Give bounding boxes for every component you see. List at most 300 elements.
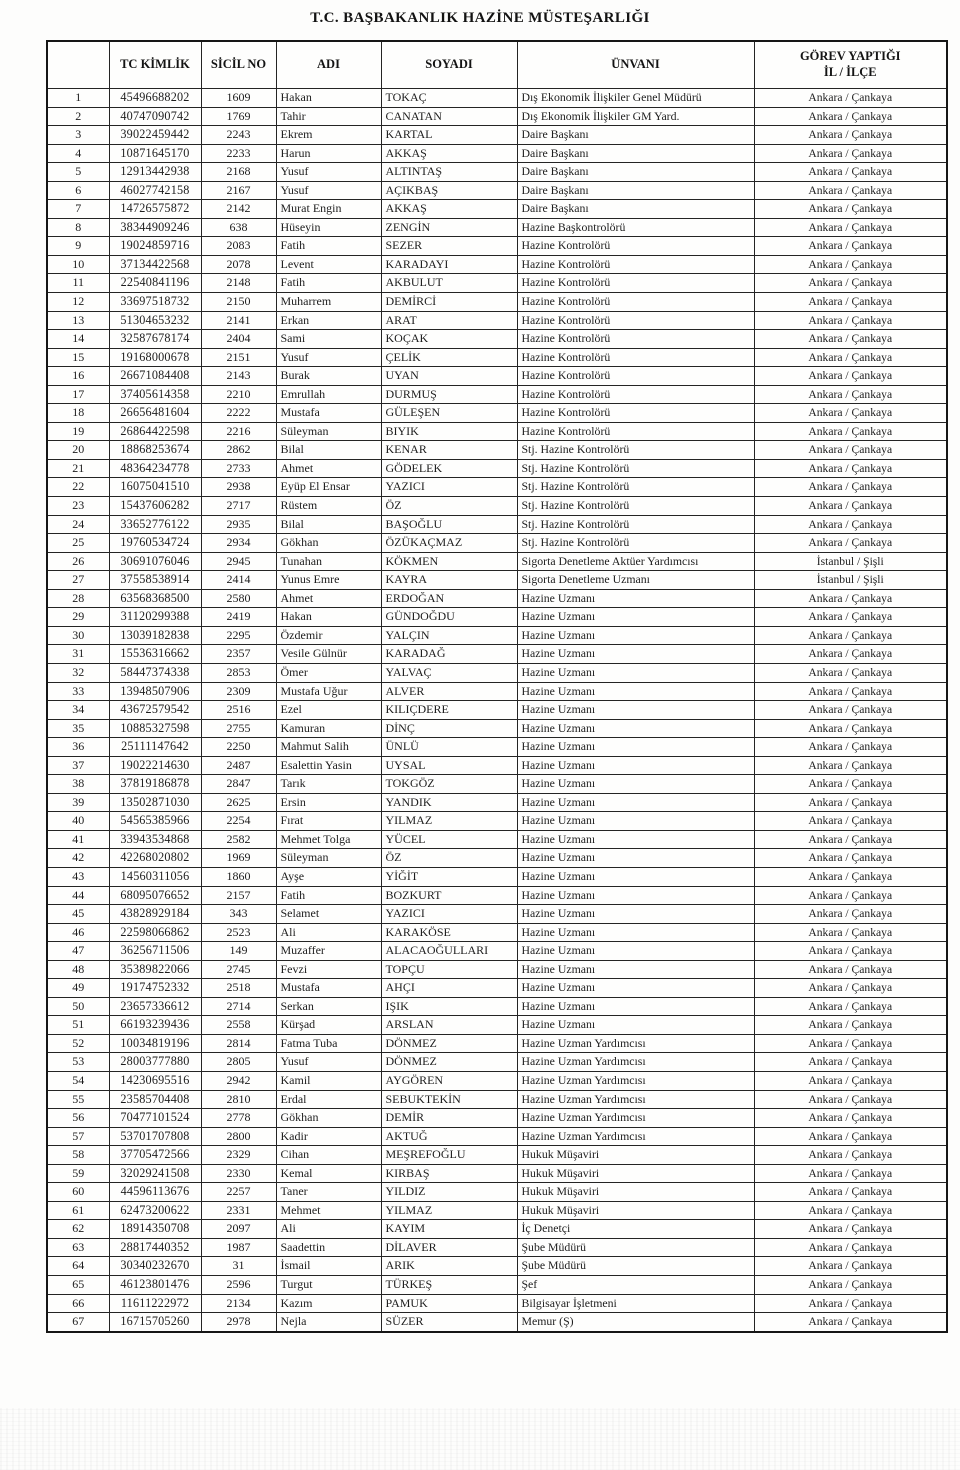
cell-tc-kimlik: 36256711506: [109, 942, 201, 961]
cell-tc-kimlik: 42268020802: [109, 849, 201, 868]
cell-rownum: 1: [47, 89, 109, 108]
cell-gorev-il-ilce: Ankara / Çankaya: [754, 163, 947, 182]
table-row: [47, 663, 947, 682]
cell-gorev-il-ilce: Ankara / Çankaya: [754, 738, 947, 757]
cell-tc-kimlik: 37405614358: [109, 385, 201, 404]
cell-soyadi: UYAN: [381, 367, 517, 386]
cell-unvani: Hazine Kontrolörü: [517, 274, 754, 293]
cell-adi: Kamuran: [276, 719, 381, 738]
cell-adi: Fırat: [276, 812, 381, 831]
cell-unvani: Hazine Uzmanı: [517, 960, 754, 979]
cell-gorev-il-ilce: Ankara / Çankaya: [754, 1257, 947, 1276]
cell-soyadi: BIYIK: [381, 422, 517, 441]
table-row: [47, 367, 947, 386]
cell-tc-kimlik: 31120299388: [109, 608, 201, 627]
cell-tc-kimlik: 53701707808: [109, 1127, 201, 1146]
cell-rownum: 44: [47, 886, 109, 905]
cell-soyadi: YAZICI: [381, 478, 517, 497]
cell-tc-kimlik: 33943534868: [109, 830, 201, 849]
cell-sicil-no: 1860: [201, 867, 276, 886]
cell-gorev-il-ilce: Ankara / Çankaya: [754, 1127, 947, 1146]
cell-unvani: Hazine Uzmanı: [517, 775, 754, 794]
cell-adi: Fatih: [276, 274, 381, 293]
cell-gorev-il-ilce: Ankara / Çankaya: [754, 626, 947, 645]
cell-sicil-no: 2853: [201, 663, 276, 682]
cell-gorev-il-ilce: Ankara / Çankaya: [754, 830, 947, 849]
cell-sicil-no: 638: [201, 218, 276, 237]
table-row: [47, 89, 947, 108]
cell-sicil-no: 2404: [201, 330, 276, 349]
cell-gorev-il-ilce: Ankara / Çankaya: [754, 293, 947, 312]
cell-sicil-no: 2331: [201, 1201, 276, 1220]
cell-sicil-no: 2148: [201, 274, 276, 293]
cell-unvani: Hazine Kontrolörü: [517, 404, 754, 423]
cell-gorev-il-ilce: Ankara / Çankaya: [754, 330, 947, 349]
header-gorev-il-ilce: [754, 41, 947, 89]
table-header-row: [47, 41, 947, 89]
cell-gorev-il-ilce: Ankara / Çankaya: [754, 645, 947, 664]
cell-rownum: 9: [47, 237, 109, 256]
table-row: [47, 571, 947, 590]
cell-soyadi: DÖNMEZ: [381, 1034, 517, 1053]
cell-tc-kimlik: 35389822066: [109, 960, 201, 979]
cell-unvani: Dış Ekonomik İlişkiler Genel Müdürü: [517, 89, 754, 108]
cell-soyadi: YILMAZ: [381, 1201, 517, 1220]
cell-soyadi: ARIK: [381, 1257, 517, 1276]
cell-soyadi: ERDOĞAN: [381, 589, 517, 608]
cell-sicil-no: 2141: [201, 311, 276, 330]
cell-gorev-il-ilce: Ankara / Çankaya: [754, 237, 947, 256]
cell-rownum: 16: [47, 367, 109, 386]
cell-gorev-il-ilce: Ankara / Çankaya: [754, 1313, 947, 1332]
table-row: [47, 942, 947, 961]
cell-unvani: Hazine Uzmanı: [517, 626, 754, 645]
table-row: [47, 1164, 947, 1183]
cell-rownum: 21: [47, 459, 109, 478]
cell-gorev-il-ilce: Ankara / Çankaya: [754, 1238, 947, 1257]
cell-adi: Gökhan: [276, 1109, 381, 1128]
cell-soyadi: DİLAVER: [381, 1238, 517, 1257]
cell-adi: Vesile Gülnür: [276, 645, 381, 664]
cell-gorev-il-ilce: Ankara / Çankaya: [754, 1053, 947, 1072]
cell-rownum: 37: [47, 756, 109, 775]
cell-tc-kimlik: 13502871030: [109, 793, 201, 812]
cell-sicil-no: 2805: [201, 1053, 276, 1072]
cell-unvani: Hazine Uzmanı: [517, 886, 754, 905]
cell-tc-kimlik: 16715705260: [109, 1313, 201, 1332]
cell-unvani: Hazine Uzmanı: [517, 849, 754, 868]
cell-sicil-no: 2078: [201, 255, 276, 274]
cell-soyadi: AYGÖREN: [381, 1071, 517, 1090]
cell-unvani: Hazine Uzman Yardımcısı: [517, 1090, 754, 1109]
cell-unvani: Hazine Uzmanı: [517, 738, 754, 757]
cell-gorev-il-ilce: Ankara / Çankaya: [754, 923, 947, 942]
cell-gorev-il-ilce: Ankara / Çankaya: [754, 1109, 947, 1128]
cell-rownum: 31: [47, 645, 109, 664]
cell-unvani: Stj. Hazine Kontrolörü: [517, 478, 754, 497]
cell-unvani: Stj. Hazine Kontrolörü: [517, 497, 754, 516]
cell-gorev-il-ilce: Ankara / Çankaya: [754, 1294, 947, 1313]
cell-soyadi: SEBUKTEKİN: [381, 1090, 517, 1109]
cell-unvani: Dış Ekonomik İlişkiler GM Yard.: [517, 107, 754, 126]
cell-unvani: Hazine Uzmanı: [517, 830, 754, 849]
cell-soyadi: CANATAN: [381, 107, 517, 126]
cell-rownum: 12: [47, 293, 109, 312]
cell-rownum: 48: [47, 960, 109, 979]
cell-tc-kimlik: 46027742158: [109, 181, 201, 200]
cell-unvani: Şube Müdürü: [517, 1257, 754, 1276]
table-row: [47, 867, 947, 886]
cell-gorev-il-ilce: Ankara / Çankaya: [754, 367, 947, 386]
cell-tc-kimlik: 33652776122: [109, 515, 201, 534]
cell-soyadi: ALTINTAŞ: [381, 163, 517, 182]
cell-adi: Serkan: [276, 997, 381, 1016]
cell-unvani: Hazine Uzmanı: [517, 793, 754, 812]
cell-tc-kimlik: 14230695516: [109, 1071, 201, 1090]
cell-soyadi: ÖZ: [381, 497, 517, 516]
cell-rownum: 11: [47, 274, 109, 293]
cell-soyadi: MEŞREFOĞLU: [381, 1146, 517, 1165]
cell-tc-kimlik: 23657336612: [109, 997, 201, 1016]
cell-soyadi: YÜCEL: [381, 830, 517, 849]
cell-tc-kimlik: 25111147642: [109, 738, 201, 757]
cell-unvani: Hazine Uzmanı: [517, 645, 754, 664]
cell-sicil-no: 2210: [201, 385, 276, 404]
cell-soyadi: AHÇI: [381, 979, 517, 998]
cell-adi: Emrullah: [276, 385, 381, 404]
table-row: [47, 1201, 947, 1220]
cell-soyadi: GÖDELEK: [381, 459, 517, 478]
table-row: [47, 719, 947, 738]
cell-sicil-no: 2814: [201, 1034, 276, 1053]
cell-rownum: 15: [47, 348, 109, 367]
cell-sicil-no: 2717: [201, 497, 276, 516]
cell-sicil-no: 31: [201, 1257, 276, 1276]
table-row: [47, 107, 947, 126]
cell-sicil-no: 2357: [201, 645, 276, 664]
cell-unvani: Daire Başkanı: [517, 200, 754, 219]
cell-adi: Ahmet: [276, 589, 381, 608]
table-row: [47, 738, 947, 757]
cell-sicil-no: 2847: [201, 775, 276, 794]
cell-rownum: 24: [47, 515, 109, 534]
cell-rownum: 63: [47, 1238, 109, 1257]
cell-tc-kimlik: 19168000678: [109, 348, 201, 367]
cell-rownum: 58: [47, 1146, 109, 1165]
cell-tc-kimlik: 48364234778: [109, 459, 201, 478]
personnel-table: [46, 40, 948, 1333]
cell-sicil-no: 2938: [201, 478, 276, 497]
cell-gorev-il-ilce: Ankara / Çankaya: [754, 793, 947, 812]
cell-gorev-il-ilce: Ankara / Çankaya: [754, 181, 947, 200]
cell-tc-kimlik: 10871645170: [109, 144, 201, 163]
cell-unvani: Hazine Uzmanı: [517, 589, 754, 608]
cell-rownum: 49: [47, 979, 109, 998]
cell-rownum: 53: [47, 1053, 109, 1072]
cell-adi: Kemal: [276, 1164, 381, 1183]
cell-adi: Muharrem: [276, 293, 381, 312]
table-row: [47, 886, 947, 905]
header-gorev-line2: İL / İLÇE: [823, 65, 877, 79]
cell-soyadi: TOKAÇ: [381, 89, 517, 108]
cell-soyadi: ÜNLÜ: [381, 738, 517, 757]
table-row: [47, 385, 947, 404]
cell-unvani: Memur (Ş): [517, 1313, 754, 1332]
table-row: [47, 218, 947, 237]
cell-sicil-no: 2150: [201, 293, 276, 312]
cell-rownum: 7: [47, 200, 109, 219]
cell-adi: Eyüp El Ensar: [276, 478, 381, 497]
table-row: [47, 478, 947, 497]
table-row: [47, 515, 947, 534]
cell-sicil-no: 2243: [201, 126, 276, 145]
cell-rownum: 56: [47, 1109, 109, 1128]
cell-soyadi: DEMİRCİ: [381, 293, 517, 312]
cell-unvani: Hazine Uzmanı: [517, 942, 754, 961]
cell-sicil-no: 2935: [201, 515, 276, 534]
cell-sicil-no: 2582: [201, 830, 276, 849]
cell-rownum: 18: [47, 404, 109, 423]
cell-tc-kimlik: 37705472566: [109, 1146, 201, 1165]
cell-soyadi: KENAR: [381, 441, 517, 460]
table-row: [47, 682, 947, 701]
cell-adi: Fatma Tuba: [276, 1034, 381, 1053]
cell-unvani: Stj. Hazine Kontrolörü: [517, 441, 754, 460]
cell-rownum: 20: [47, 441, 109, 460]
cell-tc-kimlik: 11611222972: [109, 1294, 201, 1313]
cell-adi: Selamet: [276, 905, 381, 924]
cell-rownum: 57: [47, 1127, 109, 1146]
cell-soyadi: YANDIK: [381, 793, 517, 812]
table-row: [47, 793, 947, 812]
cell-soyadi: TÜRKEŞ: [381, 1276, 517, 1295]
table-row: [47, 1294, 947, 1313]
cell-soyadi: YALÇIN: [381, 626, 517, 645]
cell-unvani: Hukuk Müşaviri: [517, 1201, 754, 1220]
cell-tc-kimlik: 13039182838: [109, 626, 201, 645]
cell-sicil-no: 2151: [201, 348, 276, 367]
cell-unvani: Hazine Uzmanı: [517, 701, 754, 720]
cell-unvani: Stj. Hazine Kontrolörü: [517, 534, 754, 553]
cell-unvani: Hukuk Müşaviri: [517, 1146, 754, 1165]
cell-adi: Erdal: [276, 1090, 381, 1109]
table-row: [47, 181, 947, 200]
cell-gorev-il-ilce: Ankara / Çankaya: [754, 812, 947, 831]
cell-unvani: Sigorta Denetleme Aktüer Yardımcısı: [517, 552, 754, 571]
cell-soyadi: ÇELİK: [381, 348, 517, 367]
cell-adi: Yusuf: [276, 181, 381, 200]
cell-sicil-no: 2295: [201, 626, 276, 645]
cell-rownum: 13: [47, 311, 109, 330]
cell-gorev-il-ilce: Ankara / Çankaya: [754, 701, 947, 720]
cell-tc-kimlik: 68095076652: [109, 886, 201, 905]
cell-adi: Mustafa Uğur: [276, 682, 381, 701]
cell-gorev-il-ilce: Ankara / Çankaya: [754, 1201, 947, 1220]
cell-adi: Mustafa: [276, 404, 381, 423]
cell-unvani: Şube Müdürü: [517, 1238, 754, 1257]
cell-adi: Tarık: [276, 775, 381, 794]
cell-tc-kimlik: 32029241508: [109, 1164, 201, 1183]
cell-rownum: 59: [47, 1164, 109, 1183]
cell-gorev-il-ilce: Ankara / Çankaya: [754, 1071, 947, 1090]
cell-rownum: 40: [47, 812, 109, 831]
cell-soyadi: SEZER: [381, 237, 517, 256]
cell-unvani: Hazine Uzmanı: [517, 979, 754, 998]
cell-rownum: 2: [47, 107, 109, 126]
cell-unvani: Hazine Uzman Yardımcısı: [517, 1127, 754, 1146]
cell-gorev-il-ilce: Ankara / Çankaya: [754, 385, 947, 404]
cell-tc-kimlik: 38344909246: [109, 218, 201, 237]
table-row: [47, 126, 947, 145]
cell-rownum: 41: [47, 830, 109, 849]
cell-rownum: 5: [47, 163, 109, 182]
cell-soyadi: DÖNMEZ: [381, 1053, 517, 1072]
cell-rownum: 43: [47, 867, 109, 886]
cell-adi: İsmail: [276, 1257, 381, 1276]
cell-rownum: 34: [47, 701, 109, 720]
cell-sicil-no: 1769: [201, 107, 276, 126]
cell-soyadi: TOKGÖZ: [381, 775, 517, 794]
cell-sicil-no: 2257: [201, 1183, 276, 1202]
table-row: [47, 608, 947, 627]
cell-tc-kimlik: 54565385966: [109, 812, 201, 831]
cell-tc-kimlik: 26671084408: [109, 367, 201, 386]
cell-sicil-no: 2945: [201, 552, 276, 571]
cell-unvani: Daire Başkanı: [517, 144, 754, 163]
cell-rownum: 30: [47, 626, 109, 645]
table-row: [47, 311, 947, 330]
cell-unvani: Hazine Uzman Yardımcısı: [517, 1109, 754, 1128]
cell-soyadi: YALVAÇ: [381, 663, 517, 682]
cell-tc-kimlik: 58447374338: [109, 663, 201, 682]
cell-sicil-no: 2330: [201, 1164, 276, 1183]
cell-unvani: Hazine Uzmanı: [517, 812, 754, 831]
cell-soyadi: ALVER: [381, 682, 517, 701]
cell-soyadi: ÖZ: [381, 849, 517, 868]
header-gorev-line1: GÖREV YAPTIĞI: [799, 49, 901, 64]
cell-rownum: 50: [47, 997, 109, 1016]
cell-unvani: Daire Başkanı: [517, 126, 754, 145]
cell-tc-kimlik: 28817440352: [109, 1238, 201, 1257]
table-header: [47, 41, 947, 89]
cell-rownum: 62: [47, 1220, 109, 1239]
cell-adi: Ayşe: [276, 867, 381, 886]
cell-soyadi: ZENGİN: [381, 218, 517, 237]
table-row: [47, 1016, 947, 1035]
cell-rownum: 14: [47, 330, 109, 349]
cell-soyadi: GÜLEŞEN: [381, 404, 517, 423]
cell-sicil-no: 2800: [201, 1127, 276, 1146]
cell-tc-kimlik: 22540841196: [109, 274, 201, 293]
cell-adi: Muzaffer: [276, 942, 381, 961]
table-row: [47, 1090, 947, 1109]
cell-rownum: 65: [47, 1276, 109, 1295]
cell-rownum: 39: [47, 793, 109, 812]
cell-tc-kimlik: 18914350708: [109, 1220, 201, 1239]
cell-rownum: 51: [47, 1016, 109, 1035]
cell-soyadi: IŞIK: [381, 997, 517, 1016]
cell-soyadi: ÖZÜKAÇMAZ: [381, 534, 517, 553]
cell-unvani: Hazine Uzmanı: [517, 997, 754, 1016]
cell-rownum: 46: [47, 923, 109, 942]
table-row: [47, 1238, 947, 1257]
cell-gorev-il-ilce: Ankara / Çankaya: [754, 942, 947, 961]
cell-sicil-no: 1987: [201, 1238, 276, 1257]
cell-soyadi: KÖKMEN: [381, 552, 517, 571]
cell-tc-kimlik: 28003777880: [109, 1053, 201, 1072]
cell-adi: Turgut: [276, 1276, 381, 1295]
cell-tc-kimlik: 63568368500: [109, 589, 201, 608]
cell-rownum: 26: [47, 552, 109, 571]
cell-rownum: 47: [47, 942, 109, 961]
cell-unvani: Hazine Uzmanı: [517, 663, 754, 682]
cell-tc-kimlik: 37819186878: [109, 775, 201, 794]
cell-adi: Kazım: [276, 1294, 381, 1313]
cell-tc-kimlik: 46123801476: [109, 1276, 201, 1295]
cell-sicil-no: 2233: [201, 144, 276, 163]
cell-soyadi: DEMİR: [381, 1109, 517, 1128]
cell-sicil-no: 2143: [201, 367, 276, 386]
cell-adi: Tahir: [276, 107, 381, 126]
cell-tc-kimlik: 16075041510: [109, 478, 201, 497]
cell-rownum: 61: [47, 1201, 109, 1220]
cell-rownum: 60: [47, 1183, 109, 1202]
cell-soyadi: KAYIM: [381, 1220, 517, 1239]
cell-soyadi: KOÇAK: [381, 330, 517, 349]
cell-gorev-il-ilce: Ankara / Çankaya: [754, 422, 947, 441]
cell-unvani: Stj. Hazine Kontrolörü: [517, 459, 754, 478]
cell-sicil-no: 2558: [201, 1016, 276, 1035]
cell-unvani: Hazine Uzmanı: [517, 608, 754, 627]
cell-soyadi: YİĞİT: [381, 867, 517, 886]
cell-tc-kimlik: 30340232670: [109, 1257, 201, 1276]
cell-soyadi: AKTUĞ: [381, 1127, 517, 1146]
cell-rownum: 36: [47, 738, 109, 757]
cell-soyadi: KARAKÖSE: [381, 923, 517, 942]
cell-rownum: 32: [47, 663, 109, 682]
cell-unvani: Hazine Kontrolörü: [517, 422, 754, 441]
table-row: [47, 756, 947, 775]
table-row: [47, 812, 947, 831]
cell-tc-kimlik: 32587678174: [109, 330, 201, 349]
cell-unvani: Hazine Uzman Yardımcısı: [517, 1071, 754, 1090]
cell-sicil-no: 2254: [201, 812, 276, 831]
cell-gorev-il-ilce: Ankara / Çankaya: [754, 1146, 947, 1165]
cell-adi: Tunahan: [276, 552, 381, 571]
table-row: [47, 849, 947, 868]
cell-adi: Süleyman: [276, 422, 381, 441]
cell-gorev-il-ilce: Ankara / Çankaya: [754, 1034, 947, 1053]
cell-tc-kimlik: 23585704408: [109, 1090, 201, 1109]
cell-adi: Mustafa: [276, 979, 381, 998]
cell-soyadi: SÜZER: [381, 1313, 517, 1332]
cell-unvani: Hazine Uzmanı: [517, 867, 754, 886]
cell-adi: Ekrem: [276, 126, 381, 145]
cell-adi: Ali: [276, 923, 381, 942]
cell-sicil-no: 2714: [201, 997, 276, 1016]
table-row: [47, 626, 947, 645]
table-row: [47, 1071, 947, 1090]
table-row: [47, 1276, 947, 1295]
cell-rownum: 52: [47, 1034, 109, 1053]
cell-rownum: 29: [47, 608, 109, 627]
cell-adi: Özdemir: [276, 626, 381, 645]
cell-rownum: 4: [47, 144, 109, 163]
cell-soyadi: BOZKURT: [381, 886, 517, 905]
cell-tc-kimlik: 15536316662: [109, 645, 201, 664]
cell-tc-kimlik: 19022214630: [109, 756, 201, 775]
cell-rownum: 54: [47, 1071, 109, 1090]
